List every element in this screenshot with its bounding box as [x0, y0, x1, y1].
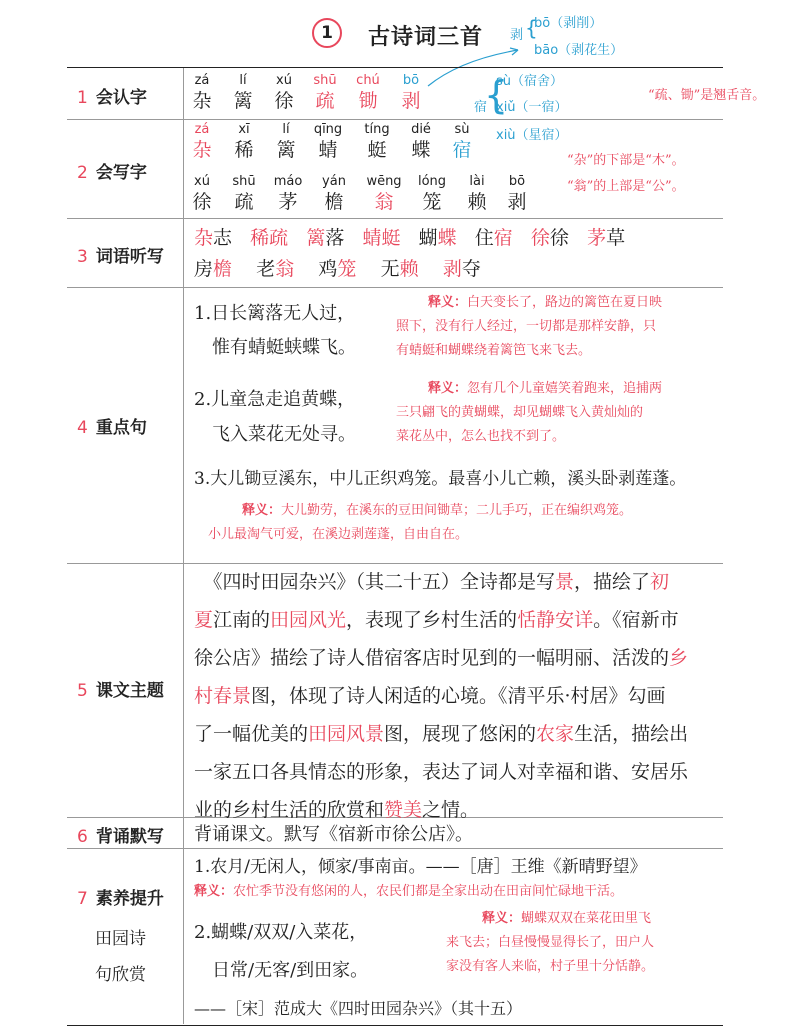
su-note-reading-3: xiù（星宿）: [496, 128, 568, 143]
theme-paragraph: [194, 563, 708, 829]
word-item: 茅草: [587, 227, 626, 249]
row-label: 会认字: [95, 88, 147, 108]
poem-source: ——［宋］范成大《四时田园杂兴》（其十五）: [194, 999, 523, 1018]
text-line: 徐公店》描绘了诗人借宿客店时见到的一幅明丽、活泼的乡: [194, 647, 689, 669]
poem-line: 1.农月/无闲人，倾家/事南亩。——［唐］王维《新晴野望》: [194, 857, 647, 877]
row-number: 3: [77, 247, 88, 267]
row-dictation: [67, 218, 723, 288]
char-item: lí 篱: [233, 73, 253, 112]
text-line: 了一幅优美的田园风景图，展现了悠闲的农家生活，描绘出: [194, 723, 689, 745]
word-line-1: [194, 223, 625, 250]
su-note-reading-1: sù（宿舍）: [496, 74, 564, 89]
char-item: lí 篱: [276, 122, 296, 161]
char-item: bō 剥: [401, 73, 421, 112]
row-label: 课文主题: [95, 681, 164, 701]
poem-line: 1.日长篱落无人过，: [194, 303, 356, 324]
row-recognize: [67, 68, 766, 120]
char-item: xú 徐: [192, 174, 212, 213]
row-write: [67, 119, 723, 219]
word-item: 鸡笼: [318, 258, 357, 280]
su-note-reading-2: xiǔ（一宿）: [496, 100, 568, 115]
char-item: shū 疏: [232, 174, 256, 213]
explanation-1: 释义：白天变长了，路边的篱笆在夏日映 照下，没有行人经过，一切都是那样安静，只 有蜻蜓和蝴蝶绕着篱笆飞来飞去。: [396, 295, 663, 358]
word-item: 徐徐: [530, 227, 569, 249]
explanation-4: 释义：农忙季节没有悠闲的人，农民们都是全家出动在田亩间忙碌地干活。: [194, 884, 624, 899]
char-item: shū 疏: [313, 73, 337, 112]
text-line: 《四时田园杂兴》（其二十五）全诗都是写景，描绘了初: [194, 571, 670, 593]
row-label: 素养提升: [95, 889, 164, 909]
poem-line: 3.大儿锄豆溪东，中儿正织鸡笼。最喜小儿亡赖，溪头卧剥莲蓬。: [194, 469, 687, 489]
char-item: bō 剥: [507, 174, 527, 213]
row-note: “翁”的上部是“公”。: [567, 179, 685, 194]
bo-note-char: 剥: [510, 28, 524, 43]
row-label: 背诵默写: [95, 827, 164, 847]
char-item: chú 锄: [356, 73, 380, 112]
row-number: 5: [77, 681, 88, 701]
text-line: 业的乡村生活的欣赏和赞美之情。: [194, 799, 480, 821]
explanation-5: 释义：蝴蝶双双在菜花田里飞 来飞去；白昼慢慢显得长了，田户人 家没有客人来临，村子里十分恬静。: [446, 911, 655, 974]
row-label: 词语听写: [95, 247, 164, 267]
char-item: xú 徐: [274, 73, 294, 112]
word-item: 剥夺: [442, 258, 481, 280]
row-key-sentences: [67, 287, 723, 564]
poem-line: 飞入菜花无处寻。: [212, 424, 356, 445]
poem-line: 2.蝴蝶/双双/入菜花，: [194, 922, 368, 943]
char-item: xī 稀: [234, 122, 254, 161]
word-item: 住宿: [474, 227, 513, 249]
row-note: “杂”的下部是“木”。: [567, 153, 685, 168]
row-recite: [67, 817, 723, 849]
poem-line: 2.儿童急走追黄蝶，: [194, 389, 356, 410]
su-note-brace: {: [484, 73, 509, 117]
char-item: tíng 蜓: [364, 122, 390, 161]
char-item: dié 蝶: [411, 122, 431, 161]
text-line: 村春景图，体现了诗人闲适的心境。《清平乐·村居》勾画: [194, 685, 666, 707]
char-item: yán 檐: [322, 174, 346, 213]
word-item: 杂志: [194, 227, 233, 249]
row-sublabel: 田园诗: [95, 929, 146, 949]
bo-note-reading-1: bō（剥削）: [534, 16, 603, 31]
word-item: 稀疏: [250, 227, 289, 249]
lesson-number: 1: [312, 18, 342, 48]
row-theme: [67, 563, 723, 821]
row-number: 7: [77, 889, 88, 909]
explanation-3: 释义：大儿勤劳，在溪东的豆田间锄草；二儿手巧，正在编织鸡笼。 小儿最淘气可爱，在溪边剥莲蓬，自由自在。: [208, 503, 633, 542]
su-note-char: 宿: [474, 100, 488, 115]
header: [0, 14, 789, 54]
row-label: 重点句: [95, 418, 147, 438]
row-enrichment: [67, 848, 723, 1024]
char-item: máo 茅: [273, 174, 303, 213]
word-line-2: [194, 254, 481, 281]
char-item: lóng 笼: [417, 174, 447, 213]
word-item: 无赖: [380, 258, 419, 280]
bo-note-brace: {: [525, 16, 538, 40]
row-label: 会写字: [95, 163, 147, 183]
row-number: 1: [77, 88, 88, 108]
text-line: 一家五口各具情态的形象，表达了词人对幸福和谐、安居乐: [194, 761, 689, 783]
word-item: 老翁: [256, 258, 295, 280]
char-item: zá 杂: [192, 73, 212, 112]
char-item: lài 赖: [467, 174, 487, 213]
char-item: qīng 蜻: [313, 122, 343, 161]
lesson-table: [67, 67, 766, 1026]
explanation-2: 释义：忽有几个儿童嬉笑着跑来，追捕两 三只翩飞的黄蝴蝶，却见蝴蝶飞入黄灿灿的 菜花丛中，怎么也找不到了。: [396, 381, 663, 444]
poem-line: 惟有蜻蜓蛱蝶飞。: [212, 337, 356, 358]
word-item: 蜻蜓: [362, 227, 401, 249]
page-title: 古诗词三首: [368, 25, 484, 50]
text-line: 夏江南的田园风光，表现了乡村生活的恬静安详。《宿新市: [194, 609, 679, 631]
recite-text: 背诵课文。默写《宿新市徐公店》。: [194, 824, 473, 845]
row-note: “疏、锄”是翘舌音。: [648, 88, 766, 103]
word-item: 篱落: [306, 227, 345, 249]
row-sublabel: 句欣赏: [95, 965, 146, 985]
bo-note-reading-2: bāo（剥花生）: [534, 43, 624, 58]
row-number: 6: [77, 827, 88, 847]
char-item: wēng 翁: [366, 174, 402, 213]
word-item: 蝴蝶: [418, 227, 457, 249]
char-item: sù 宿: [452, 122, 472, 161]
word-item: 房檐: [194, 258, 233, 280]
char-item: zá 杂: [192, 122, 212, 161]
poem-line: 日常/无客/到田家。: [212, 960, 369, 981]
row-number: 4: [77, 418, 88, 438]
row-number: 2: [77, 163, 88, 183]
